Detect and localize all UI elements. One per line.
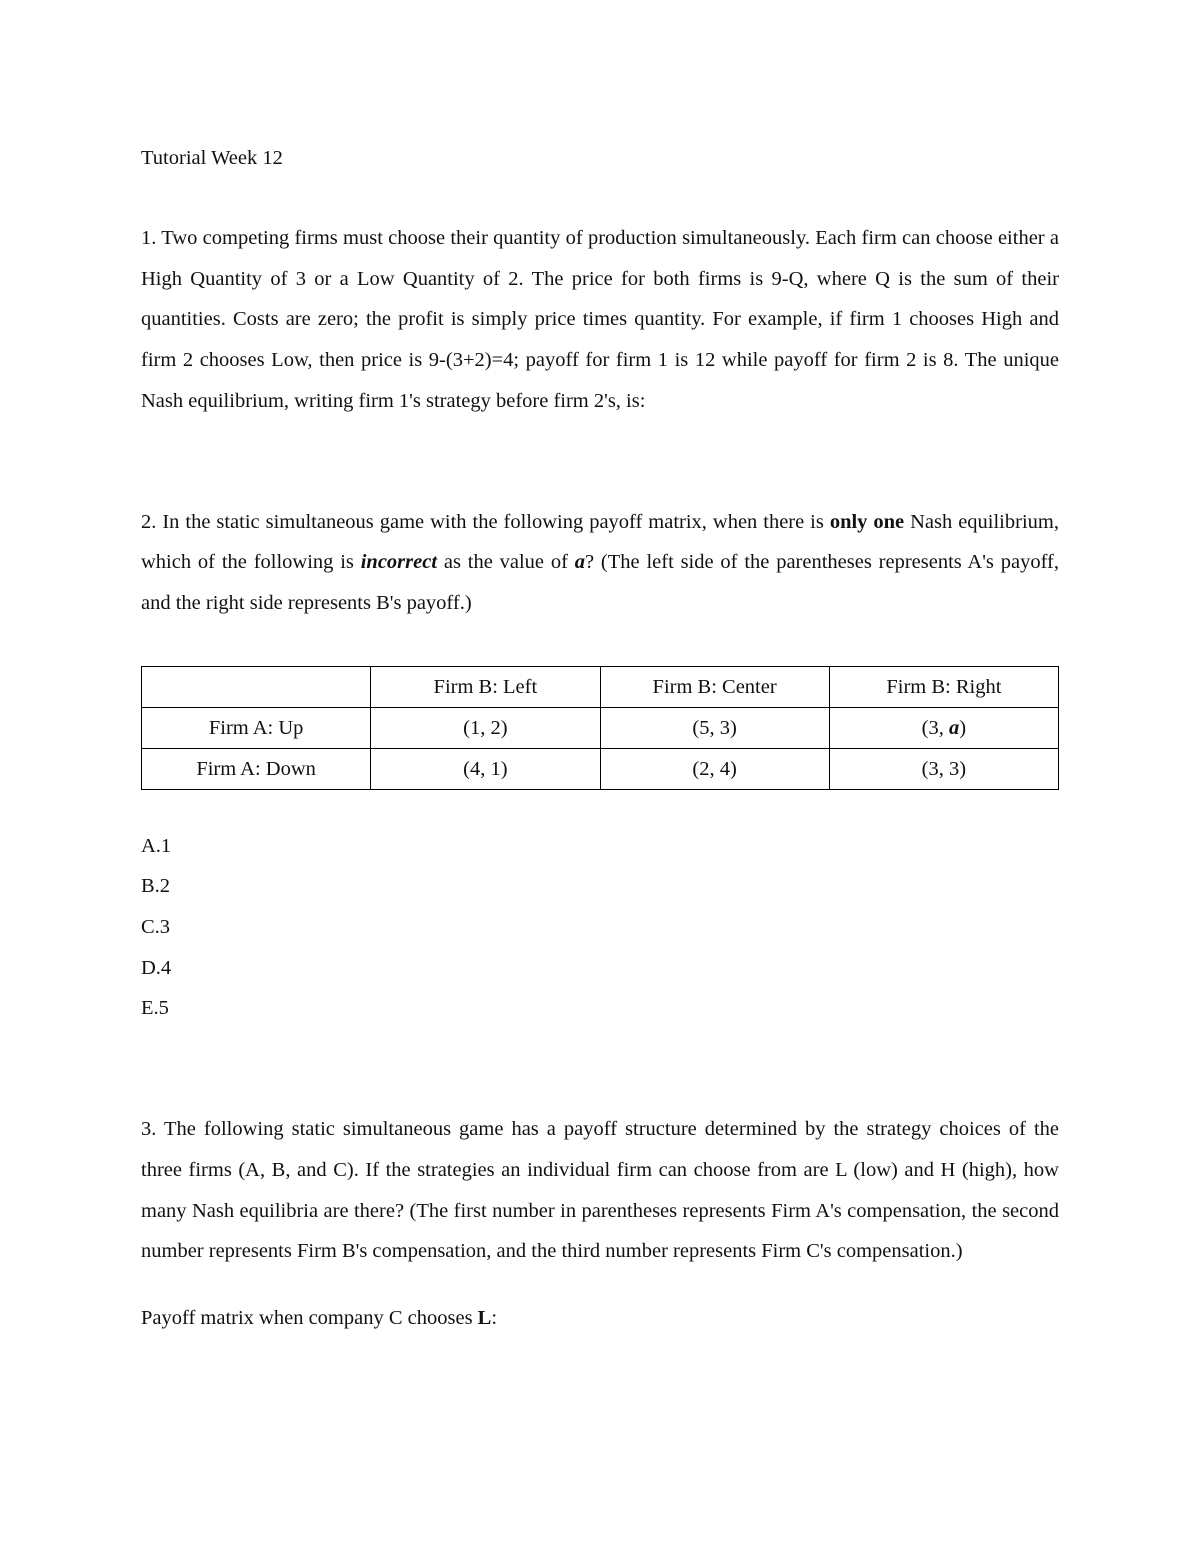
answer-choices <box>141 826 1059 1030</box>
question-3: 3. The following static simultaneous game has a payoff structure determined by the strategy choices of the three firms (A, B, and C). If the strategies an individual firm can choose from are L (low) and H (high), how many Nash equilibria are there? (The first number in parentheses represents Firm A's compensation, the second number represents Firm B's compensation, and the third number represents Firm C's compensation.) <box>141 1118 1059 1263</box>
cell-up-right-variable: a <box>949 716 960 739</box>
choice-a: A.1 <box>141 834 172 857</box>
cell-down-right: (3, 3) <box>829 748 1058 789</box>
cell-up-left: (1, 2) <box>371 707 600 748</box>
header-firm-b-center: Firm B: Center <box>600 666 829 707</box>
choice-c: C.3 <box>141 916 171 939</box>
cell-down-left: (4, 1) <box>371 748 600 789</box>
table-row-firm-a-up <box>142 707 1059 748</box>
question-2-text-b: Nash equilibrium, which of the following is <box>141 510 1059 574</box>
question-2-emphasis-incorrect: incorrect <box>360 551 438 574</box>
table-header-row <box>142 666 1059 707</box>
question-2 <box>141 502 1059 624</box>
cell-up-right-prefix: (3, <box>921 716 949 739</box>
table-corner-cell <box>142 666 371 707</box>
row-label-down: Firm A: Down <box>142 748 371 789</box>
matrix-caption-choice: L <box>477 1306 492 1329</box>
question-2-variable-a: a <box>574 551 585 574</box>
matrix-caption-colon: : <box>491 1306 498 1329</box>
cell-down-center: (2, 4) <box>600 748 829 789</box>
question-2-emphasis-only-one: only one <box>829 510 905 533</box>
cell-up-right <box>829 707 1058 748</box>
document-page <box>141 138 1059 1339</box>
matrix-caption <box>141 1298 1059 1339</box>
header-firm-b-left: Firm B: Left <box>371 666 600 707</box>
cell-up-center: (5, 3) <box>600 707 829 748</box>
table-row-firm-a-down <box>142 748 1059 789</box>
question-2-text-c: as the value of <box>437 551 575 574</box>
document-title: Tutorial Week 12 <box>141 147 283 169</box>
header-firm-b-right: Firm B: Right <box>829 666 1058 707</box>
choice-b: B.2 <box>141 875 171 898</box>
question-2-text-a: 2. In the static simultaneous game with the following payoff matrix, when there is <box>141 510 830 533</box>
choice-d: D.4 <box>141 956 172 979</box>
choice-e: E.5 <box>141 997 169 1020</box>
row-label-up: Firm A: Up <box>142 707 371 748</box>
question-1: 1. Two competing firms must choose their quantity of production simultaneously. Each firm can choose either a High Quantity of 3 or a Low Quantity of 2. The price for both firms is 9-Q, where Q is the sum of their quantities. Costs are zero; the profit is simply price times quantity. For example, if firm 1 chooses High and firm 2 chooses Low, then price is 9-(3+2)=4; payoff for firm 1 is 12 while payoff for firm 2 is 8. The unique Nash equilibrium, writing firm 1's strategy before firm 2's, is: <box>141 227 1059 412</box>
matrix-caption-text: Payoff matrix when company C chooses <box>141 1306 478 1329</box>
cell-up-right-suffix: ) <box>959 716 967 739</box>
payoff-matrix-table <box>141 666 1059 790</box>
question-2-text-d: ? (The left side of the parentheses represents A's payoff, and the right side represents B's payoff.) <box>141 551 1059 614</box>
